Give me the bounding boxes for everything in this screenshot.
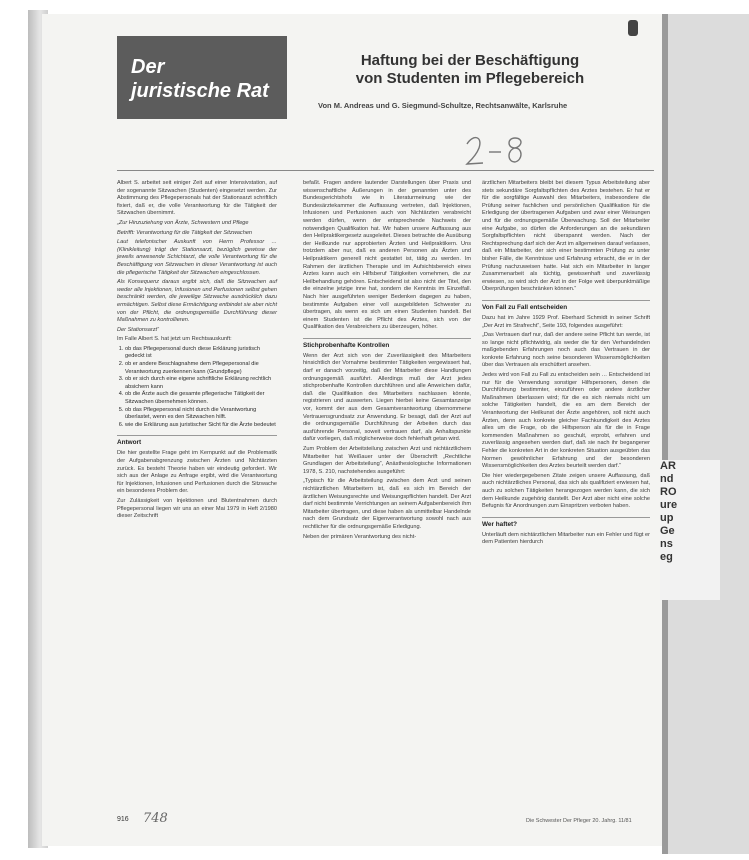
paragraph: Neben der primären Verantwortung des nicht- [303, 533, 417, 540]
section-banner [117, 36, 287, 119]
paragraph: Unterläuft dem nichtärztlichen Mitarbeiter nun ein Fehler und fügt er dem Patienten hierdurch [482, 531, 650, 546]
section-heading: Wer haftet? [482, 517, 650, 528]
paragraph: Dazu hat im Jahre 1929 Prof. Eberhard Schmidt in seiner Schrift „Der Arzt im Strafrecht“, Seite 193, folgendes ausgeführt: [482, 314, 650, 329]
list-item: 3. ob er sich durch eine eigene schriftliche Erklärung rechtlich absichern kann [125, 376, 277, 391]
quote-paragraph: Betrifft: Verantwortung für die Tätigkeit der Sitzwachen [117, 229, 253, 236]
section-heading: Antwort [117, 435, 277, 446]
header-divider [117, 170, 654, 171]
paragraph: Albert S. arbeitet seit einiger Zeit auf einer Intensivstation, auf der sogenannte Sitzwachen (Studenten) eingesetzt werden. Zur Abstimmung des Pflegepersonals hat der Stationsarzt schriftlich fixiert, daß er, die volle Verantwortung für die Tätigkeit der Sitzwachen übernimmt. [117, 180, 277, 217]
paragraph: ärztlichen Mitarbeiters bleibt bei diesem Typus Arbeitsteilung aber stets sekundäre Sorgfaltspflichten des Arztes bestehen. Er hat er für die sorgfältige Auswahl des Mitarbeiters, insbesondere die Prüfung seiner fachlichen und persönlichen Qualifikation für die Erledigung der übertragenen Aufgaben und zwar einer Weisungen und für die ordnungsgemäße Überwachung. Soll der Mitarbeiter eine Aufgabe, so dürfen die Anforderungen an die sekundären Sorgfaltspflichten nicht überspannt werden. Nach der Rechtsprechung darf sich der Arzt im allgemeinen darauf verlassen, daß ein Mitarbeiter, der sich einer bestimmten Prüfung zu unter bisher Fälle, die Kenntnisse und Erfahrung erbracht, die er in der Prüfung nachzuweisen hatte. Hat sich ein Mitarbeiter in langer Zusammenarbeit als tüchtig, gewissenhaft und zuverlässig erwiesen, so wird sich der Arzt in der Folge weit überpunktmäßige Überprüfungen beschränken können.“ [482, 180, 650, 293]
paragraph: befaßt. Fragen andere lautender Darstellungen über Praxis und wissenschaftliche Äußerungen in der genannten unter des Bundesgerichtshofs wie in Literaturmeinung wie der Bundesärztekammer die Auffassung vertreten, daß Injektionen, Infusionen und Perfusionen auch von Nichtärzten verabreicht werden dürfen, wenn der entsprechende Nachweis der notwendigen Qualifikation hat. Wir haben unsere Auffassung aus den Heilpraktikergesetz ausgeleitet. Dieses betrachte die Ausübung der Heilkunde nur approbierten Ärzten und Heilpraktikern. Uns trotzdem aber nur, daß es anderen Personen als Ärzten und Heilpraktikern generell nicht gestattet ist, tätig zu werden. Im Rahmen der ärztlichen Therapie und im Aufsichtsbereich eines Arztes kann auch ein Hilfsberuf Tätigkeiten vornehmen, die zur Heilbehandlung gehören. Entscheidend ist also nicht der Titel, den die einzelne jetzige inne hat, sondern die Kenntnis im Einzelfall. Nach hier ausgeführten weniger Bedenken dagegen zu haben, bestimmte Aufgaben einer voll ausgebildeten Schwester zu übertragen, als wenn es sich um einen Studenten handelt. Bei einem Studenten ist die Pflicht des Arztes, sich von der Qualifikation des Verabreichers zu überzeugen, höher. [303, 180, 471, 331]
paragraph: Im Falle Albert S. hat jetzt um Rechtsauskunft: [117, 336, 232, 343]
list-item: 2. ob er andere Beschlagnahme dem Pflegepersonal die Verantwortung zuerkennen kann (Grundpflege) [125, 361, 277, 376]
text-column-3 [482, 180, 650, 549]
adjacent-page-fragment [660, 460, 720, 600]
section-heading: Stichprobenhafte Kontrollen [303, 338, 471, 349]
banner-line-1: Der [131, 56, 165, 78]
scanner-background [665, 14, 749, 854]
fragment-text: ure [660, 499, 678, 511]
paragraph: Zum Problem der Arbeitsteilung zwischen Arzt und nichtärztlichem Mitarbeiter hat Weißauer unter der Überschrift „Rechtliche Grundlagen der Arbeitsteilung“, Anästhesiologische Informationen 1978, S. 210, nachstehendes ausgeführt: [303, 446, 471, 475]
list-item: 6. wie die Erklärung aus juristischer Sicht für die Ärzte bedeutet [125, 422, 277, 430]
fragment-text: nd [660, 473, 674, 485]
fragment-text: up [660, 512, 674, 524]
page-number: 916 [117, 816, 129, 823]
article-title-line-2: von Studenten im Pflegebereich [355, 70, 585, 87]
quote-paragraph: Laut telefonischer Auskunft von Herrn Professor … (Klinikleitung) trägt der Stationsarzt, bezüglich gewisse der jeweils anwesende Schichtarzt, die volle Verantwortung für die Beschäftigung von Sitzwachen in dieser Verantwortung ist auch die pflegerische Tätigkeit der Sitzwachen eingeschlossen. [117, 239, 277, 276]
page-gutter [662, 14, 668, 854]
paragraph: Die hier gestellte Frage geht im Kernpunkt auf die Problematik der Aufgabenabgrenzung zwischen Ärzten und Nichtärzten zurück. Es besteht Theorie haben wir eindeutig gefordert. Wir sich aus der Anlage zu Anfrage ergibt, wird die Verantwortung für Injektionen, Infusionen und Perfusionen durch die Sitzwache ein besonderes Problem der. [117, 450, 277, 495]
paragraph: „Das Vertrauen darf nur, daß der andere seine Pflicht tun werde, ist so lange nicht pflichtwidrig, als weder die für den Verhandelnden maßgebenden Erfahrungen noch auch das Vertrauen in der konkrete Erfahrung noch seine besonderen Wissensmöglichkeiten über das Vertrauen als erschüttert ansehen. [482, 332, 650, 369]
banner-line-2: juristische Rat [131, 80, 269, 102]
question-list [117, 346, 277, 430]
binding-clip [628, 20, 638, 36]
fragment-text: AR [660, 460, 676, 472]
fragment-text: ns [660, 538, 673, 550]
paragraph: „Typisch für die Arbeitsteilung zwischen dem Arzt und seinen nichtärztlichen Mitarbeitern ist, daß es sich im Bereich der ärztlichen Weisungsrechte und Weisungspflichten handelt. Der Arzt darf nicht bestimmte Verrichtungen an seinem Aufgabenbereich ihm Mitarbeiter übertragen, und diese haben als unmittelbar Handelnde nach dem Grundsatz der Eigenverantwortung sowohl nach aus rechtlicher für die ordnungsgemäße Erledigung. [303, 478, 471, 530]
quote-paragraph: Als Konsequenz daraus ergibt sich, daß die Sitzwachen auf weder alle Injektionen, Infusionen und Perfusionen selbst gehen beschränkt werden, die jeweilige Sitzwache ausdrücklich dazu ermächtigen. Selbst diese Ermächtigung entbindet sie aber nicht von der Pflicht, die ordnungsgemäße Durchführung dieser Maßnahmen zu kontrollieren. [117, 279, 277, 324]
fragment-text: RO [660, 486, 677, 498]
paragraph: Zur Zulässigkeit von Injektionen und Blutentnahmen durch Pflegepersonal liegen wir uns an einer Mai 1979 in Heft 2/1980 dieser Zeitschrift [117, 497, 277, 520]
text-column-2 [303, 180, 471, 543]
fragment-text: eg [660, 551, 673, 563]
quote-signature: Der Stationsarzt“ [117, 326, 159, 333]
text-column-1 [117, 180, 277, 523]
article-title-line-1: Haftung bei der Beschäftigung [360, 52, 580, 69]
journal-footer: Die Schwester Der Pfleger 20. Jahrg. 11/81 [526, 818, 632, 824]
handwritten-page-number: 748 [143, 811, 168, 826]
quote-paragraph: „Zur Hinzuziehung von Ärzte, Schwestern und Pflege [117, 219, 249, 226]
section-heading: Von Fall zu Fall entscheiden [482, 300, 650, 311]
handwritten-annotation [463, 130, 533, 170]
list-item: 5. ob das Pflegepersonal nicht durch die Verantwortung überlastet, wenn es den Sitzwachen hilft. [125, 407, 277, 422]
fragment-text: Ge [660, 525, 675, 537]
paragraph: Wenn der Arzt sich von der Zuverlässigkeit des Mitarbeiters hinsichtlich der Vornahme bestimmter Tätigkeiten vergewissert hat, darf er danach vorzeitig, daß der Mitarbeiter diese Handlungen ordnungsgemäß ausführt. Allerdings muß der Arzt jedes stichprobenhafte Kontrollen durchführen und alle Anweichen dafür, daß die Qualifikation des Mitarbeiters nachlassen könnte, registrieren und auswerten. Liegen hierbei keine Gesamtanzeige vor, kommt der aus dem Gesamtverantwortung übernommene Vertrauensgrundsatz zur Anwendung. Er besagt, daß der Arzt auf die ordnungsgemäße Durchführung der Arbeiten durch das ausführende Personal, soweit vertrauen darf, als Anhaltspunkte dafür vorliegen, daß möglicherweise doch fehlerhaft getan wird. [303, 352, 471, 443]
article-authors: Von M. Andreas und G. Siegmund-Schultze, Rechtsanwälte, Karlsruhe [318, 101, 568, 110]
list-item: 4. ob die Ärzte auch die gesamte pflegerische Tätigkeit der Sitzwachen übernehmen können. [125, 391, 277, 406]
paragraph: Die hier wiedergegebenen Zitate zeigen unsere Auffassung, daß auch nichtärztliches Personal, das sich als qualifiziert erwiesen hat, auch zu solchen Tätigkeiten herangezogen werden kann, die sich dem Heilkunde zugehörig darstellt. Der Arzt aber nicht eine solche Befugnis für Anordnungen zum Einspritzen verboten haben. [482, 472, 650, 510]
list-item: 1. ob das Pflegepersonal durch diese Erklärung juristisch gedeckt ist [125, 346, 277, 361]
paragraph: Jedes wird von Fall zu Fall zu entscheiden sein … Entscheidend ist nur für die Verwendung sonstiger Hilfspersonen, denen die Durchführung bestimmter, einzuführen oder andere ärztlicher Maßnahmen überlassen wird; für die es sich niemals nicht um solche Tätigkeiten handelt, die es am dem Bereich der Verantwortung der Heilkunst der Ärzte angehören, soll nicht auch Ärzten, denn auch konkrete gleicher Fachkundigkeit des Arztes alles um die Frage, ob die Hilfsperson als für die in Frage kommenden Maßnahmen so geschult, erprobt, erfahren und zuverlässig angesehen werden darf, daß sie nach ihr begangener Fehler die konkreten Art in der konkreten Situation ausgeübten das Normen gewöhnlicher Erfahrung und der besonderen Wissensmöglichkeiten des Arztes beurteilt werden darf.“ [482, 372, 650, 470]
